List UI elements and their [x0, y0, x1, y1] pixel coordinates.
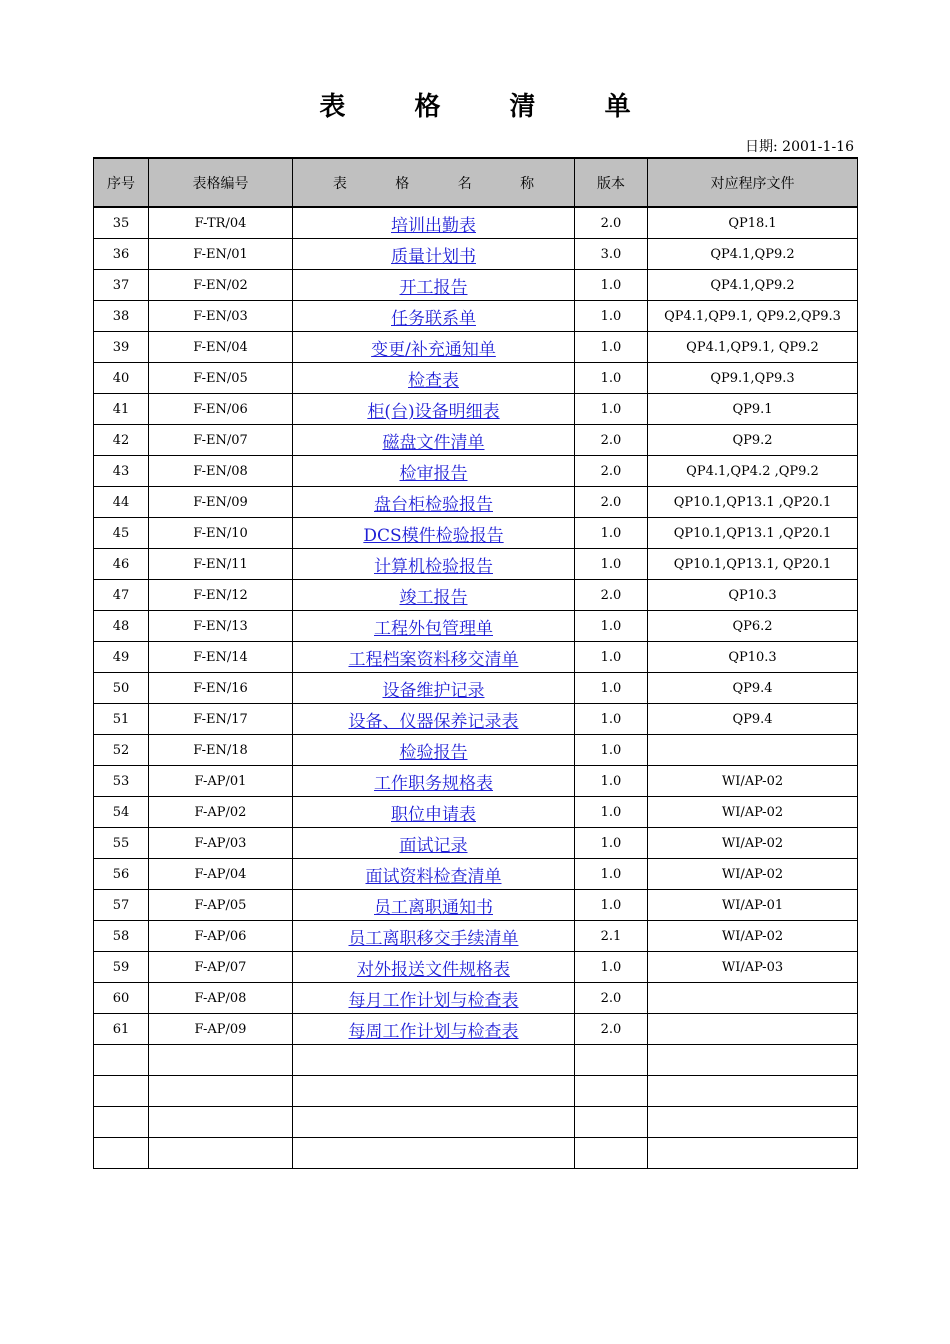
- serial-no-cell: 45: [94, 518, 149, 549]
- procedure-cell: QP9.1: [648, 394, 858, 425]
- serial-no-cell: 53: [94, 766, 149, 797]
- empty-cell: [94, 1107, 149, 1138]
- procedure-cell: WI/AP-01: [648, 890, 858, 921]
- serial-no-cell: 43: [94, 456, 149, 487]
- serial-no-cell: 37: [94, 270, 149, 301]
- form-name-cell: [293, 301, 575, 332]
- serial-no-cell: 57: [94, 890, 149, 921]
- version-cell: 2.0: [575, 487, 648, 518]
- empty-cell: [149, 1076, 293, 1107]
- table-row: [94, 207, 858, 239]
- procedure-cell: QP10.3: [648, 642, 858, 673]
- version-cell: 1.0: [575, 549, 648, 580]
- empty-cell: [575, 1045, 648, 1076]
- empty-table-row: [94, 1138, 858, 1169]
- serial-no-cell: 46: [94, 549, 149, 580]
- serial-no-cell: 38: [94, 301, 149, 332]
- procedure-cell: QP4.1,QP9.2: [648, 270, 858, 301]
- form-code-cell: F-AP/09: [149, 1014, 293, 1045]
- form-code-cell: F-EN/14: [149, 642, 293, 673]
- version-cell: 1.0: [575, 642, 648, 673]
- empty-table-row: [94, 1107, 858, 1138]
- form-name-link[interactable]: 检验报告: [399, 742, 468, 763]
- form-name-link[interactable]: 盘台柜检验报告: [374, 494, 493, 515]
- table-row: [94, 921, 858, 952]
- header-form-name: 表 格 名 称: [293, 158, 575, 207]
- header-serial-no: 序号: [94, 158, 149, 207]
- form-name-link[interactable]: 工作职务规格表: [374, 773, 493, 794]
- procedure-cell: [648, 983, 858, 1014]
- form-code-cell: F-EN/13: [149, 611, 293, 642]
- version-cell: 2.0: [575, 207, 648, 239]
- version-cell: 2.0: [575, 456, 648, 487]
- procedure-cell: QP18.1: [648, 207, 858, 239]
- serial-no-cell: 54: [94, 797, 149, 828]
- empty-cell: [149, 1138, 293, 1169]
- serial-no-cell: 61: [94, 1014, 149, 1045]
- procedure-cell: WI/AP-02: [648, 921, 858, 952]
- table-row: [94, 735, 858, 766]
- table-row: [94, 487, 858, 518]
- serial-no-cell: 35: [94, 207, 149, 239]
- form-name-link[interactable]: 面试记录: [399, 835, 468, 856]
- form-name-link[interactable]: 任务联系单: [391, 308, 476, 329]
- empty-cell: [293, 1076, 575, 1107]
- procedure-cell: QP9.4: [648, 673, 858, 704]
- serial-no-cell: 41: [94, 394, 149, 425]
- form-name-cell: [293, 797, 575, 828]
- empty-cell: [575, 1076, 648, 1107]
- version-cell: 1.0: [575, 673, 648, 704]
- form-name-link[interactable]: DCS模件检验报告: [363, 525, 504, 546]
- version-cell: 1.0: [575, 766, 648, 797]
- form-code-cell: F-EN/07: [149, 425, 293, 456]
- version-cell: 1.0: [575, 363, 648, 394]
- version-cell: 1.0: [575, 890, 648, 921]
- form-name-cell: [293, 425, 575, 456]
- form-code-cell: F-EN/11: [149, 549, 293, 580]
- form-name-link[interactable]: 对外报送文件规格表: [357, 959, 510, 980]
- table-row: [94, 363, 858, 394]
- form-code-cell: F-EN/02: [149, 270, 293, 301]
- form-code-cell: F-AP/05: [149, 890, 293, 921]
- form-code-cell: F-EN/06: [149, 394, 293, 425]
- form-name-link[interactable]: 设备维护记录: [382, 680, 485, 701]
- form-name-cell: [293, 580, 575, 611]
- procedure-cell: [648, 735, 858, 766]
- serial-no-cell: 40: [94, 363, 149, 394]
- version-cell: 1.0: [575, 301, 648, 332]
- table-row: [94, 1014, 858, 1045]
- form-name-link[interactable]: 计算机检验报告: [374, 556, 493, 577]
- serial-no-cell: 44: [94, 487, 149, 518]
- form-name-cell: [293, 890, 575, 921]
- version-cell: 1.0: [575, 952, 648, 983]
- empty-cell: [575, 1138, 648, 1169]
- form-name-link[interactable]: 面试资料检查清单: [365, 866, 502, 887]
- version-cell: 1.0: [575, 828, 648, 859]
- form-code-cell: F-AP/06: [149, 921, 293, 952]
- empty-table-row: [94, 1045, 858, 1076]
- procedure-cell: QP10.1,QP13.1 ,QP20.1: [648, 518, 858, 549]
- version-cell: 2.1: [575, 921, 648, 952]
- form-code-cell: F-EN/04: [149, 332, 293, 363]
- form-name-link[interactable]: 检审报告: [399, 463, 468, 484]
- procedure-cell: QP10.1,QP13.1 ,QP20.1: [648, 487, 858, 518]
- table-row: [94, 642, 858, 673]
- empty-cell: [648, 1076, 858, 1107]
- table-row: [94, 611, 858, 642]
- form-name-cell: [293, 363, 575, 394]
- form-name-link[interactable]: 质量计划书: [391, 246, 476, 267]
- page-title: 表 格 清 单: [319, 92, 661, 122]
- empty-cell: [293, 1107, 575, 1138]
- procedure-cell: WI/AP-02: [648, 766, 858, 797]
- form-name-link[interactable]: 柜(台)设备明细表: [367, 401, 500, 422]
- form-name-cell: [293, 766, 575, 797]
- form-name-cell: [293, 394, 575, 425]
- procedure-cell: QP10.3: [648, 580, 858, 611]
- table-row: [94, 797, 858, 828]
- form-code-cell: F-EN/18: [149, 735, 293, 766]
- form-code-cell: F-AP/02: [149, 797, 293, 828]
- form-name-cell: [293, 518, 575, 549]
- serial-no-cell: 49: [94, 642, 149, 673]
- form-name-cell: [293, 456, 575, 487]
- form-code-cell: F-EN/09: [149, 487, 293, 518]
- form-name-link[interactable]: 工程档案资料移交清单: [348, 649, 519, 670]
- table-row: [94, 518, 858, 549]
- table-row: [94, 828, 858, 859]
- table-row: [94, 704, 858, 735]
- procedure-cell: QP6.2: [648, 611, 858, 642]
- version-cell: 1.0: [575, 394, 648, 425]
- serial-no-cell: 48: [94, 611, 149, 642]
- form-name-cell: [293, 611, 575, 642]
- form-code-cell: F-EN/08: [149, 456, 293, 487]
- procedure-cell: QP9.4: [648, 704, 858, 735]
- procedure-cell: QP4.1,QP9.1, QP9.2: [648, 332, 858, 363]
- version-cell: 1.0: [575, 859, 648, 890]
- form-name-link[interactable]: 开工报告: [399, 277, 468, 298]
- empty-cell: [648, 1045, 858, 1076]
- empty-cell: [575, 1107, 648, 1138]
- form-name-link[interactable]: 磁盘文件清单: [382, 432, 485, 453]
- table-row: [94, 301, 858, 332]
- table-row: [94, 239, 858, 270]
- form-code-cell: F-TR/04: [149, 207, 293, 239]
- form-code-cell: F-AP/03: [149, 828, 293, 859]
- procedure-cell: QP4.1,QP9.1, QP9.2,QP9.3: [648, 301, 858, 332]
- table-row: [94, 766, 858, 797]
- form-code-cell: F-EN/16: [149, 673, 293, 704]
- form-name-cell: [293, 1014, 575, 1045]
- version-cell: 3.0: [575, 239, 648, 270]
- form-name-cell: [293, 239, 575, 270]
- version-cell: 1.0: [575, 735, 648, 766]
- procedure-cell: QP10.1,QP13.1, QP20.1: [648, 549, 858, 580]
- serial-no-cell: 51: [94, 704, 149, 735]
- form-name-link[interactable]: 设备、仪器保养记录表: [348, 711, 519, 732]
- serial-no-cell: 36: [94, 239, 149, 270]
- empty-table-row: [94, 1076, 858, 1107]
- document-date: 日期: 2001-1-16: [745, 139, 854, 155]
- procedure-cell: QP4.1,QP4.2 ,QP9.2: [648, 456, 858, 487]
- version-cell: 2.0: [575, 425, 648, 456]
- form-name-link[interactable]: 工程外包管理单: [374, 618, 493, 639]
- serial-no-cell: 56: [94, 859, 149, 890]
- version-cell: 1.0: [575, 611, 648, 642]
- form-list-table: [93, 157, 858, 1169]
- version-cell: 2.0: [575, 580, 648, 611]
- serial-no-cell: 55: [94, 828, 149, 859]
- empty-cell: [94, 1076, 149, 1107]
- header-form-code: 表格编号: [149, 158, 293, 207]
- form-name-link[interactable]: 每月工作计划与检查表: [348, 990, 519, 1011]
- form-name-cell: [293, 207, 575, 239]
- table-row: [94, 859, 858, 890]
- form-code-cell: F-AP/07: [149, 952, 293, 983]
- empty-cell: [293, 1045, 575, 1076]
- header-procedure: 对应程序文件: [648, 158, 858, 207]
- table-row: [94, 456, 858, 487]
- table-row: [94, 952, 858, 983]
- serial-no-cell: 39: [94, 332, 149, 363]
- form-name-link[interactable]: 变更/补充通知单: [371, 339, 496, 360]
- form-name-cell: [293, 735, 575, 766]
- empty-cell: [648, 1107, 858, 1138]
- procedure-cell: [648, 1014, 858, 1045]
- serial-no-cell: 58: [94, 921, 149, 952]
- procedure-cell: WI/AP-03: [648, 952, 858, 983]
- form-name-link[interactable]: 员工离职通知书: [374, 897, 493, 918]
- table-header-row: [94, 158, 858, 207]
- form-code-cell: F-EN/05: [149, 363, 293, 394]
- empty-cell: [293, 1138, 575, 1169]
- form-code-cell: F-AP/04: [149, 859, 293, 890]
- form-code-cell: F-EN/03: [149, 301, 293, 332]
- procedure-cell: QP9.1,QP9.3: [648, 363, 858, 394]
- form-code-cell: F-AP/08: [149, 983, 293, 1014]
- serial-no-cell: 47: [94, 580, 149, 611]
- empty-cell: [149, 1045, 293, 1076]
- version-cell: 1.0: [575, 704, 648, 735]
- form-code-cell: F-EN/01: [149, 239, 293, 270]
- form-name-link[interactable]: 培训出勤表: [391, 215, 476, 236]
- form-name-cell: [293, 673, 575, 704]
- table-row: [94, 270, 858, 301]
- form-name-cell: [293, 952, 575, 983]
- form-name-cell: [293, 704, 575, 735]
- form-name-link[interactable]: 竣工报告: [399, 587, 468, 608]
- form-name-link[interactable]: 职位申请表: [391, 804, 476, 825]
- serial-no-cell: 52: [94, 735, 149, 766]
- version-cell: 2.0: [575, 1014, 648, 1045]
- form-name-cell: [293, 549, 575, 580]
- version-cell: 2.0: [575, 983, 648, 1014]
- table-row: [94, 983, 858, 1014]
- version-cell: 1.0: [575, 270, 648, 301]
- version-cell: 1.0: [575, 332, 648, 363]
- procedure-cell: WI/AP-02: [648, 859, 858, 890]
- form-name-cell: [293, 983, 575, 1014]
- empty-cell: [149, 1107, 293, 1138]
- table-row: [94, 332, 858, 363]
- table-row: [94, 580, 858, 611]
- empty-cell: [94, 1045, 149, 1076]
- empty-cell: [94, 1138, 149, 1169]
- procedure-cell: WI/AP-02: [648, 828, 858, 859]
- table-row: [94, 890, 858, 921]
- form-name-cell: [293, 921, 575, 952]
- form-name-cell: [293, 828, 575, 859]
- table-row: [94, 394, 858, 425]
- form-name-cell: [293, 332, 575, 363]
- form-name-cell: [293, 859, 575, 890]
- form-code-cell: F-EN/17: [149, 704, 293, 735]
- procedure-cell: WI/AP-02: [648, 797, 858, 828]
- form-code-cell: F-EN/10: [149, 518, 293, 549]
- serial-no-cell: 60: [94, 983, 149, 1014]
- version-cell: 1.0: [575, 518, 648, 549]
- serial-no-cell: 42: [94, 425, 149, 456]
- form-name-link[interactable]: 员工离职移交手续清单: [348, 928, 519, 949]
- table-row: [94, 549, 858, 580]
- procedure-cell: QP4.1,QP9.2: [648, 239, 858, 270]
- empty-cell: [648, 1138, 858, 1169]
- procedure-cell: QP9.2: [648, 425, 858, 456]
- table-row: [94, 673, 858, 704]
- serial-no-cell: 59: [94, 952, 149, 983]
- form-name-cell: [293, 642, 575, 673]
- serial-no-cell: 50: [94, 673, 149, 704]
- version-cell: 1.0: [575, 797, 648, 828]
- form-code-cell: F-AP/01: [149, 766, 293, 797]
- header-version: 版本: [575, 158, 648, 207]
- form-name-link[interactable]: 检查表: [408, 370, 459, 391]
- form-code-cell: F-EN/12: [149, 580, 293, 611]
- form-name-cell: [293, 487, 575, 518]
- table-row: [94, 425, 858, 456]
- form-name-cell: [293, 270, 575, 301]
- form-name-link[interactable]: 每周工作计划与检查表: [348, 1021, 519, 1042]
